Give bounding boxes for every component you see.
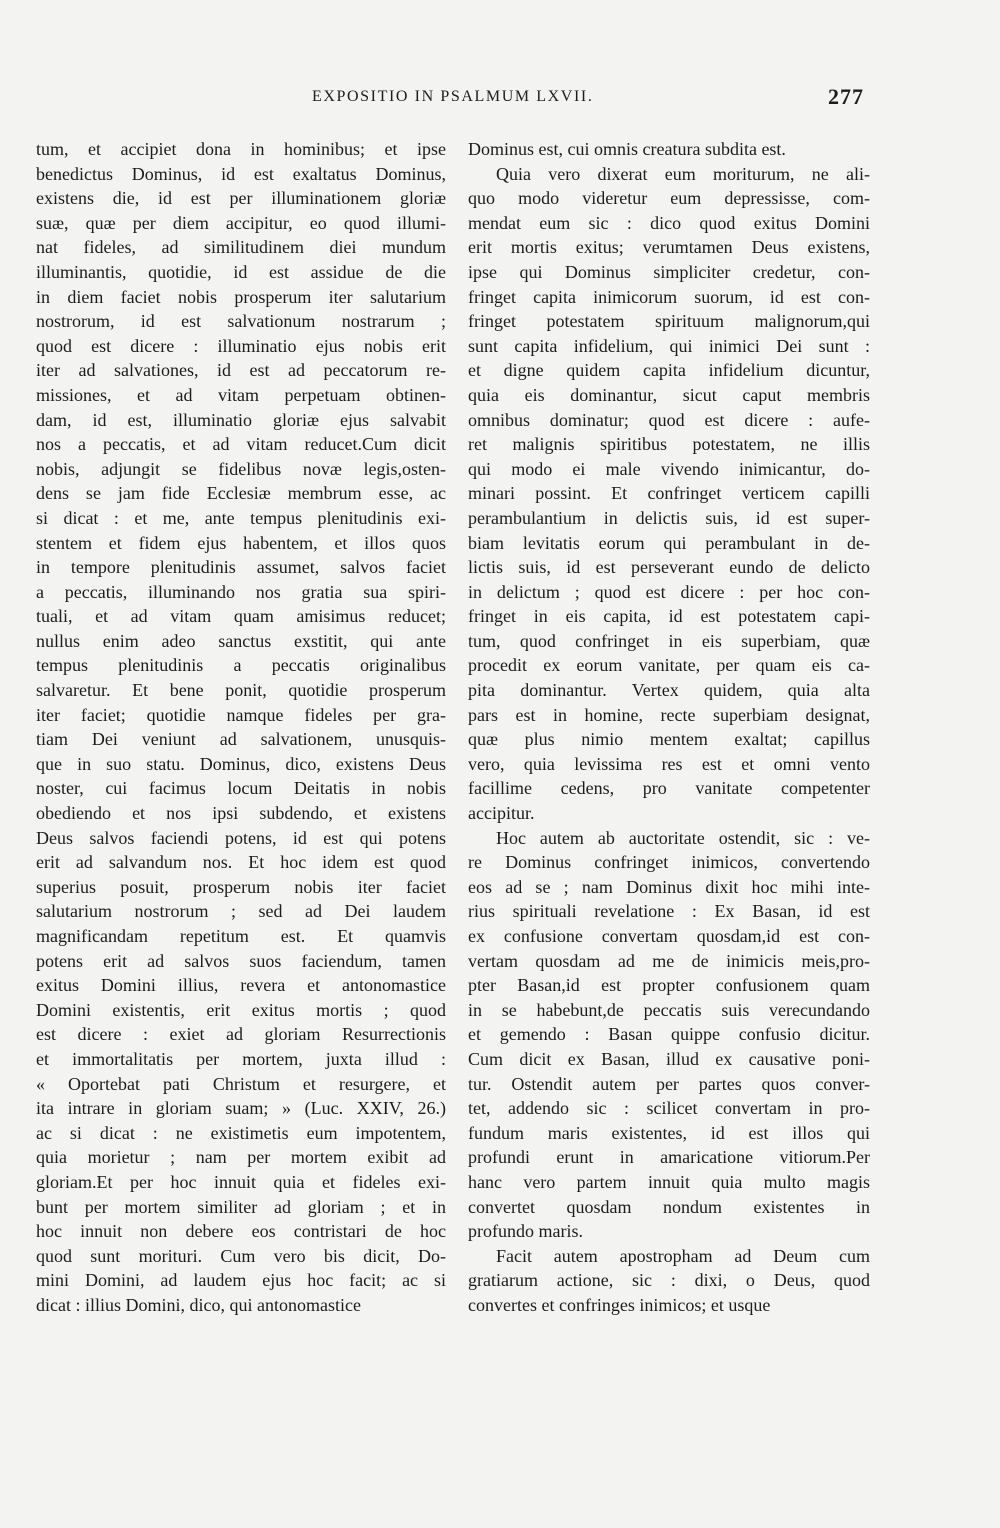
text-line: nobis, adjungit se fidelibus novæ legis,osten- — [36, 458, 446, 479]
right-column — [468, 137, 870, 1318]
text-line: biam levitatis eorum qui perambulant in de- — [468, 532, 870, 553]
text-line: suæ, quæ per diem accipitur, eo quod illumi- — [36, 212, 446, 233]
text-line: omnibus dominatur; quod est dicere : aufe- — [468, 409, 870, 430]
text-line: et digne quidem capita infidelium dicuntur, — [468, 360, 870, 381]
text-line: minari possint. Et confringet verticem capilli — [468, 483, 870, 504]
text-line: fringet capita inimicorum suorum, id est con- — [468, 286, 870, 307]
text-line: in diem faciet nobis prosperum iter salutarium — [36, 286, 446, 307]
text-line: nostrorum, id est salvationum nostrarum ; — [36, 311, 446, 332]
text-line: ret malignis spiritibus potestatem, ne illis — [468, 434, 870, 455]
text-line: obediendo et nos ipsi subdendo, et existens — [36, 803, 446, 824]
text-line: perambulantium in delictis suis, id est super- — [468, 507, 870, 528]
text-line: Cum dicit ex Basan, illud ex causative poni- — [468, 1048, 870, 1069]
text-line: benedictus Dominus, id est exaltatus Dominus, — [36, 163, 446, 184]
text-line: dens se jam fide Ecclesiæ membrum esse, ac — [36, 483, 446, 504]
text-line: in tempore plenitudinis assumet, salvos faciet — [36, 557, 446, 578]
text-line: mendat eum sic : dico quod exitus Domini — [468, 212, 870, 233]
text-line: tiam Dei veniunt ad salvationem, unusquis- — [36, 729, 446, 750]
text-line: missiones, et ad vitam perpetuam obtinen- — [36, 384, 446, 405]
text-line: tet, addendo sic : scilicet convertam in pro- — [468, 1098, 870, 1119]
text-line: salvaretur. Et bene ponit, quotidie prosperum — [36, 680, 446, 701]
text-line: Facit autem apostropham ad Deum cum — [496, 1245, 870, 1266]
text-line: quæ plus nimio mentem exaltat; capillus — [468, 729, 870, 750]
text-line: salutarium nostrorum ; sed ad Dei laudem — [36, 901, 446, 922]
text-line: tuali, et ad vitam quam amisimus reducet; — [36, 606, 446, 627]
page-header — [0, 84, 1000, 114]
text-line: exitus Domini illius, revera et antonomastice — [36, 975, 446, 996]
text-line: rius spirituali revelatione : Ex Basan, id est — [468, 901, 870, 922]
text-line: si dicat : et me, ante tempus plenitudinis exi- — [36, 507, 446, 528]
text-line: fringet potestatem spirituum malignorum,qui — [468, 311, 870, 332]
text-line: ipse qui Dominus simpliciter credetur, con- — [468, 261, 870, 282]
text-line: accipitur. — [468, 803, 535, 824]
text-line: nos a peccatis, et ad vitam reducet.Cum dicit — [36, 434, 446, 455]
text-line: convertes et confringes inimicos; et usque — [468, 1294, 771, 1315]
text-line: et gemendo : Basan quippe confusio dicitur. — [468, 1024, 870, 1045]
text-line: vero, quia levissima res est et omni vento — [468, 753, 870, 774]
text-line: fringet in eis capita, id est potestatem capi- — [468, 606, 870, 627]
text-line: procedit ex eorum vanitate, per quam eis ca- — [468, 655, 870, 676]
text-line: in delictum ; quod est dicere : per hoc con- — [468, 581, 870, 602]
text-line: iter faciet; quotidie namque fideles per gra- — [36, 704, 446, 725]
text-line: quia eis dominantur, sicut caput membris — [468, 384, 870, 405]
text-line: et immortalitatis per mortem, juxta illud : — [36, 1048, 446, 1069]
text-line: Hoc autem ab auctoritate ostendit, sic : ve- — [496, 827, 870, 848]
text-line: dam, id est, illuminatio gloriæ ejus salvabit — [36, 409, 446, 430]
text-line: illuminantis, quotidie, id est assidue de die — [36, 261, 446, 282]
text-line: superius posuit, prosperum nobis iter faciet — [36, 876, 446, 897]
text-line: re Dominus confringet inimicos, convertendo — [468, 852, 870, 873]
text-line: tempus plenitudinis a peccatis originalibus — [36, 655, 446, 676]
text-line: convertet quosdam nondum existentes in — [468, 1196, 870, 1217]
text-line: Deus salvos faciendi potens, id est qui potens — [36, 827, 446, 848]
text-line: que in suo statu. Dominus, dico, existens Deus — [36, 753, 446, 774]
text-line: fundum maris existentes, id est illos qui — [468, 1122, 870, 1143]
text-line: quo modo videretur eum depressisse, com- — [468, 188, 870, 209]
text-line: sunt capita infidelium, qui inimici Dei sunt : — [468, 335, 870, 356]
text-line: eos ad se ; nam Dominus dixit hoc mihi inte- — [468, 876, 870, 897]
text-line: vertam quosdam ad me de inimicis meis,pro- — [468, 950, 870, 971]
text-line: erit ad salvandum nos. Et hoc idem est quod — [36, 852, 446, 873]
text-line: erit mortis exitus; verumtamen Deus existens, — [468, 237, 870, 258]
text-line: noster, cui facimus locum Deitatis in nobis — [36, 778, 446, 799]
text-line: ex confusione convertam quosdam,id est con- — [468, 926, 870, 946]
text-line: gloriam.Et per hoc innuit quia et fideles exi- — [36, 1171, 446, 1192]
text-line: profundo maris. — [468, 1221, 583, 1242]
text-line: hoc innuit non debere eos contristari de hoc — [36, 1221, 446, 1242]
text-line: facillime cedens, pro vanitate competenter — [468, 778, 870, 799]
text-line: quia morietur ; nam per mortem exibit ad — [36, 1147, 446, 1168]
text-line: Quia vero dixerat eum moriturum, ne ali- — [496, 163, 870, 184]
text-line: stentem et fidem ejus habentem, et illos quos — [36, 532, 446, 553]
text-line: pter Basan,id est propter confusionem quam — [468, 975, 870, 996]
text-line: tum, quod confringet in eis superbiam, quæ — [468, 630, 870, 651]
text-line: tum, et accipiet dona in hominibus; et ipse — [36, 139, 446, 159]
text-line: pars est in homine, recte superbiam designat, — [468, 704, 870, 725]
text-line: qui modo ei male vivendo inimicantur, do- — [468, 458, 870, 479]
text-line: nullus enim adeo sanctus exstitit, qui ante — [36, 630, 446, 651]
text-line: potens erit ad salvos suos faciendum, tamen — [36, 950, 446, 971]
left-column — [36, 137, 446, 1318]
text-line: iter ad salvationes, id est ad peccatorum re- — [36, 360, 446, 381]
text-line: bunt per mortem similiter ad gloriam ; et in — [36, 1196, 446, 1217]
text-line: quod sunt morituri. Cum vero bis dicit, Do- — [36, 1245, 446, 1266]
text-line: nat fideles, ad similitudinem diei mundum — [36, 237, 446, 258]
text-line: ita intrare in gloriam suam; » (Luc. XXIV, 26.) — [36, 1098, 446, 1119]
text-line: in se habebunt,de peccatis suis verecundando — [468, 999, 870, 1020]
page-number: 277 — [828, 84, 864, 109]
text-line: quod est dicere : illuminatio ejus nobis erit — [36, 335, 446, 356]
text-line: est dicere : exiet ad gloriam Resurrectionis — [36, 1024, 446, 1045]
text-line: gratiarum actione, sic : dixi, o Deus, quod — [468, 1270, 870, 1291]
text-line: Dominus est, cui omnis creatura subdita est. — [468, 139, 786, 159]
text-line: ac si dicat : ne existimetis eum impotentem, — [36, 1122, 446, 1143]
text-line: hanc vero partem innuit quia multo magis — [468, 1171, 870, 1192]
text-line: profundi erunt in amaricatione vitiorum.Per — [468, 1147, 870, 1168]
text-line: « Oportebat pati Christum et resurgere, et — [36, 1073, 446, 1094]
text-line: existens die, id est per illuminationem gloriæ — [36, 188, 446, 209]
text-line: pita dominantur. Vertex quidem, quia alta — [468, 680, 870, 701]
text-line: tur. Ostendit autem per partes quos conver- — [468, 1073, 870, 1094]
text-line: magnificandam repetitum est. Et quamvis — [36, 926, 446, 946]
text-line: Domini existentis, erit exitus mortis ; quod — [36, 999, 446, 1020]
text-line: dicat : illius Domini, dico, qui antonomastice — [36, 1294, 361, 1315]
text-line: mini Domini, ad laudem ejus hoc facit; ac si — [36, 1270, 446, 1291]
running-title: EXPOSITIO IN PSALMUM LXVII. — [312, 88, 594, 105]
text-line: a peccatis, illuminando nos gratia sua spiri- — [36, 581, 446, 602]
text-line: lictis suis, id est perseverant eundo de delicto — [468, 557, 870, 578]
